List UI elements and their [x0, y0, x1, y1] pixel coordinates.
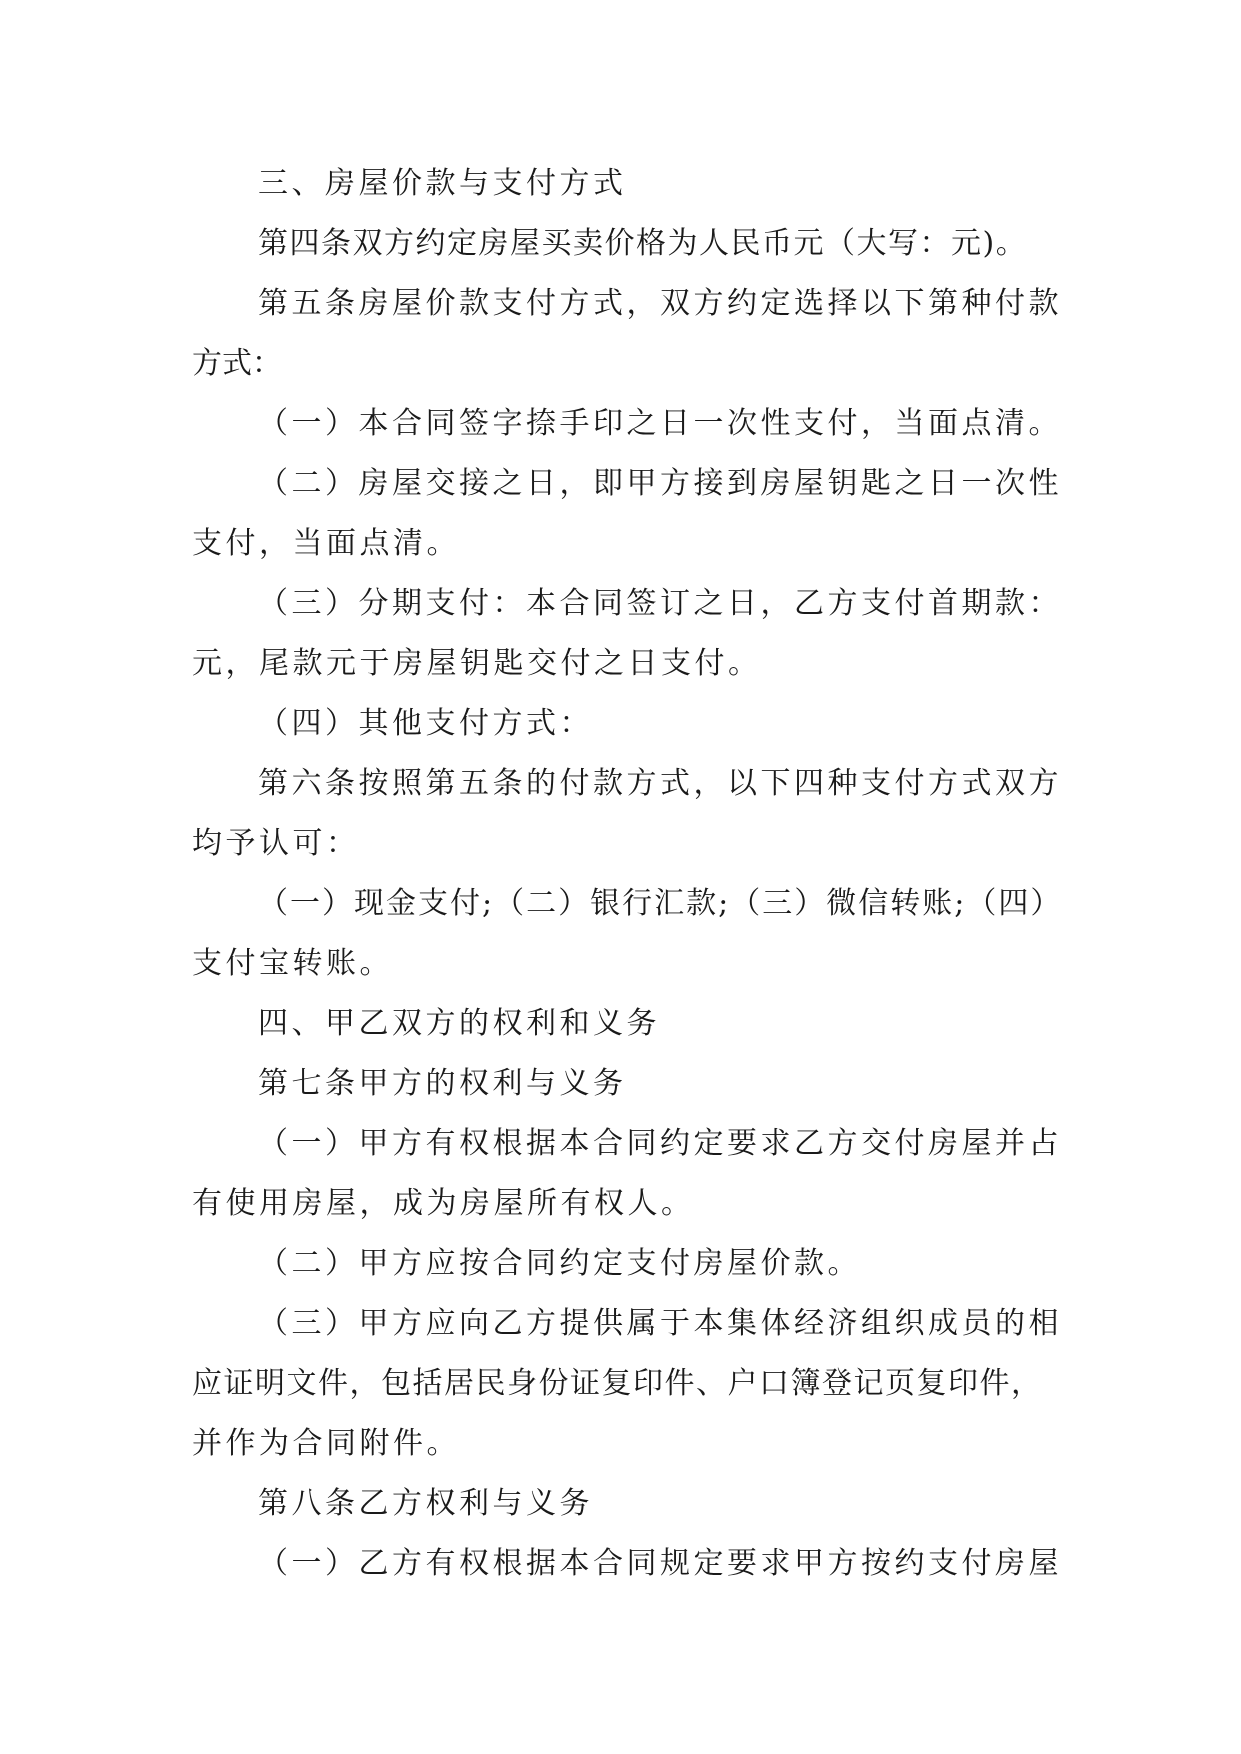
party-a-duty-2: （二）甲方应按合同约定支付房屋价款。: [258, 1246, 861, 1281]
article-8: 第八条乙方权利与义务: [258, 1486, 593, 1521]
party-a-duty-3: （三）甲方应向乙方提供属于本集体经济组织成员的相: [258, 1306, 1062, 1341]
article-5: 第五条房屋价款支付方式，双方约定选择以下第种付款: [258, 286, 1062, 321]
payment-option-4: （四）其他支付方式：: [258, 706, 593, 741]
article-5-continuation: 方式：: [192, 346, 282, 381]
payment-methods: （一）现金支付;（二）银行汇款;（三）微信转账;（四）: [258, 886, 1063, 921]
party-a-duty-3-continuation: 应证明文件，包括居民身份证复印件、户口簿登记页复印件，: [192, 1366, 1043, 1401]
party-a-right-1-continuation: 有使用房屋，成为房屋所有权人。: [192, 1186, 695, 1221]
article-6: 第六条按照第五条的付款方式，以下四种支付方式双方: [258, 766, 1062, 801]
party-a-duty-3-end: 并作为合同附件。: [192, 1426, 460, 1461]
payment-option-1: （一）本合同签字捺手印之日一次性支付，当面点清。: [258, 406, 1062, 441]
payment-option-3-continuation: 元，尾款元于房屋钥匙交付之日支付。: [192, 646, 762, 681]
article-7: 第七条甲方的权利与义务: [258, 1066, 627, 1101]
section-heading: 四、甲乙双方的权利和义务: [258, 1006, 660, 1041]
payment-option-3: （三）分期支付：本合同签订之日，乙方支付首期款：: [258, 586, 1062, 621]
section-heading: 三、房屋价款与支付方式: [258, 166, 627, 201]
article-4: 第四条双方约定房屋买卖价格为人民币元（大写：元)。: [258, 226, 1028, 261]
party-b-right-1: （一）乙方有权根据本合同规定要求甲方按约支付房屋: [258, 1546, 1062, 1581]
payment-option-2-continuation: 支付，当面点清。: [192, 526, 460, 561]
party-a-right-1: （一）甲方有权根据本合同约定要求乙方交付房屋并占: [258, 1126, 1062, 1161]
payment-methods-continuation: 支付宝转账。: [192, 946, 393, 981]
payment-option-2: （二）房屋交接之日，即甲方接到房屋钥匙之日一次性: [258, 466, 1062, 501]
article-6-continuation: 均予认可：: [192, 826, 360, 861]
